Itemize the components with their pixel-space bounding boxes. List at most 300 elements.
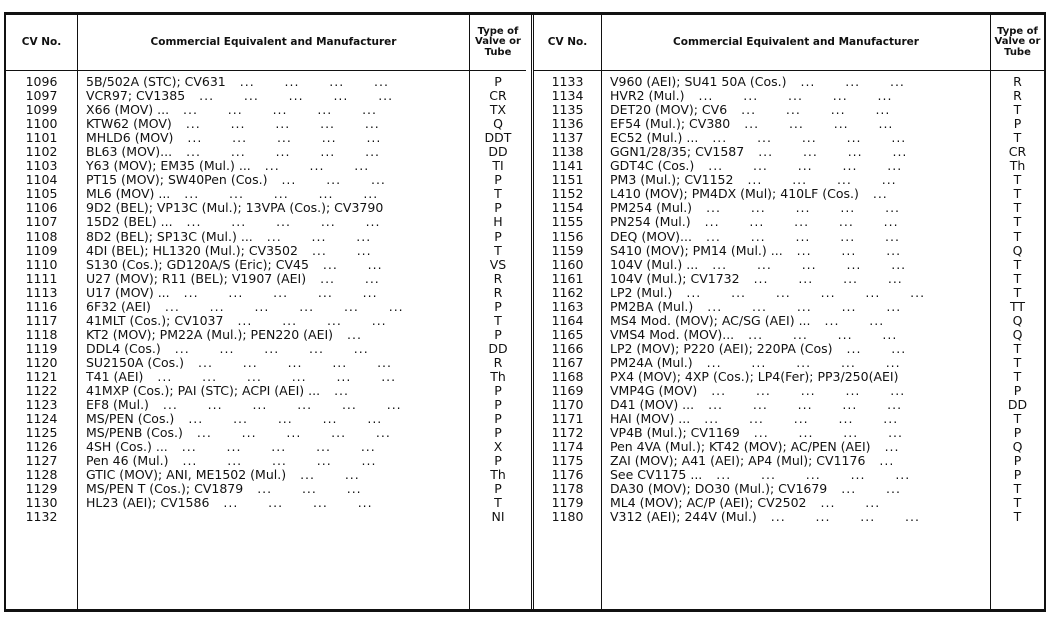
cv-number: 1169 xyxy=(551,384,584,399)
cv-number: 1100 xyxy=(25,117,58,132)
cv-number: 1165 xyxy=(551,327,584,342)
leader-dots: ... ... ... xyxy=(257,482,362,497)
cv-number: 1135 xyxy=(551,103,584,118)
leader-dots: ... ... ... ... xyxy=(741,103,891,118)
commercial-equivalent xyxy=(78,215,469,229)
leader-dots: ... ... ... ... ... xyxy=(705,229,900,244)
leader-dots: ... xyxy=(347,327,362,342)
valve-type: P xyxy=(1013,426,1022,441)
leader-dots: ... ... ... ... ... xyxy=(199,89,394,104)
commercial-equivalent xyxy=(78,398,469,412)
commercial-equivalent xyxy=(78,145,469,159)
commercial-equivalent xyxy=(78,173,469,187)
valve-type: Th xyxy=(490,369,506,384)
valve-type: T xyxy=(1013,173,1022,188)
header-commercial: Commercial Equivalent and Manufacturer xyxy=(78,15,469,71)
leader-dots: ... xyxy=(872,187,888,202)
cv-number: 1113 xyxy=(25,285,58,300)
cv-number: 1161 xyxy=(551,271,584,286)
commercial-equivalent-text: HVR2 (Mul.) xyxy=(610,89,685,104)
commercial-equivalent-text: 5B/502A (STC); CV631 xyxy=(86,75,226,89)
cv-number: 1179 xyxy=(551,496,584,511)
valve-type: VS xyxy=(489,257,507,272)
cv-number: 1156 xyxy=(551,229,584,244)
leader-dots: ... ... ... ... ... xyxy=(704,215,899,230)
commercial-equivalent-text: PM3 (Mul.); CV1152 xyxy=(610,173,734,188)
commercial-list xyxy=(602,75,990,525)
leader-dots: ... ... xyxy=(311,243,372,258)
leader-dots: ... ... ... ... ... xyxy=(185,117,380,132)
commercial-equivalent-text: PM254 (Mul.) xyxy=(610,201,693,216)
commercial-equivalent-text: U27 (MOV); R11 (BEL); V1907 (AEI) xyxy=(86,271,307,286)
commercial-equivalent xyxy=(78,342,469,356)
commercial-equivalent-text: Pen 4VA (Mul.); KT42 (MOV); AC/PEN (AEI) xyxy=(610,440,871,455)
commercial-equivalent xyxy=(602,468,990,482)
valve-type: T xyxy=(1013,482,1022,497)
commercial-equivalent xyxy=(602,244,990,258)
commercial-equivalent xyxy=(78,117,469,131)
commercial-equivalent-text: ML4 (MOV); AC/P (AEI); CV2502 xyxy=(610,496,807,511)
leader-dots: ... ... ... ... xyxy=(237,313,387,328)
valve-type: T xyxy=(1013,229,1022,244)
cv-number: 1175 xyxy=(551,454,584,469)
valve-type: T xyxy=(494,243,502,258)
valve-type: Th xyxy=(1009,159,1026,174)
valve-type: P xyxy=(494,229,502,244)
cv-number: 1151 xyxy=(551,173,584,188)
commercial-equivalent xyxy=(602,314,990,328)
type-list xyxy=(991,75,1044,525)
valve-type: T xyxy=(1013,412,1022,427)
leader-dots: ... ... ... ... ... ... xyxy=(686,285,926,300)
commercial-equivalent-text: GDT4C (Cos.) xyxy=(610,159,695,174)
valve-type: Th xyxy=(490,468,506,483)
cv-no-list xyxy=(6,75,77,525)
cv-number: 1124 xyxy=(25,412,58,427)
commercial-equivalent xyxy=(78,103,469,117)
valve-type: DD xyxy=(488,145,508,160)
cv-number: 1117 xyxy=(25,313,58,328)
commercial-equivalent xyxy=(602,145,990,159)
valve-type: P xyxy=(494,327,502,342)
leader-dots: ... xyxy=(334,384,349,399)
column-commercial xyxy=(602,15,991,609)
leader-dots: ... ... ... ... ... xyxy=(186,215,381,230)
commercial-equivalent-text: EF54 (Mul.); CV380 xyxy=(610,117,731,132)
cv-number: 1107 xyxy=(25,215,58,230)
cv-number: 1119 xyxy=(25,341,58,356)
commercial-equivalent-text: X66 (MOV) ... xyxy=(86,103,170,118)
commercial-equivalent xyxy=(78,328,469,342)
valve-type: DD xyxy=(488,341,508,356)
commercial-equivalent-text: 15D2 (BEL) ... xyxy=(86,215,173,230)
leader-dots: ... ... ... ... ... xyxy=(174,341,369,356)
valve-type: T xyxy=(494,187,502,202)
cv-number: 1160 xyxy=(551,257,584,272)
commercial-equivalent-text: L410 (MOV); PM4DX (Mul); 410LF (Cos.) xyxy=(610,187,859,202)
commercial-equivalent xyxy=(78,440,469,454)
leader-dots: ... ... ... ... ... xyxy=(712,131,907,146)
commercial-equivalent xyxy=(602,342,990,356)
commercial-equivalent-text: DDL4 (Cos.) xyxy=(86,341,161,356)
valve-type: T xyxy=(494,313,502,328)
cv-number: 1134 xyxy=(551,89,584,104)
valve-type: P xyxy=(494,75,502,89)
commercial-equivalent xyxy=(78,244,469,258)
commercial-equivalent-text: VMP4G (MOV) xyxy=(610,384,698,399)
valve-type: P xyxy=(494,482,502,497)
leader-dots: ... ... ... ... ... xyxy=(196,426,391,441)
valve-type: T xyxy=(1013,131,1022,146)
valve-type: R xyxy=(1013,89,1022,104)
cv-number: 1132 xyxy=(25,510,58,525)
commercial-equivalent xyxy=(602,258,990,272)
header-type-line3: Tube xyxy=(1004,46,1031,58)
valve-type: T xyxy=(1013,341,1022,356)
cv-number: 1130 xyxy=(25,496,58,511)
cv-number: 1097 xyxy=(25,89,58,104)
valve-type: T xyxy=(494,496,502,511)
cv-number: 1104 xyxy=(25,173,58,188)
cv-number: 1141 xyxy=(551,159,584,174)
cv-number: 1121 xyxy=(25,369,58,384)
commercial-equivalent xyxy=(78,201,469,215)
commercial-equivalent-text: PM24A (Mul.) xyxy=(610,355,693,370)
cv-number: 1180 xyxy=(551,510,584,525)
leader-dots: ... ... ... ... ... xyxy=(704,412,899,427)
commercial-equivalent-text: DET20 (MOV); CV6 xyxy=(610,103,728,118)
valve-type: P xyxy=(1013,468,1022,483)
column-type xyxy=(470,15,526,609)
commercial-equivalent xyxy=(78,356,469,370)
cv-number: 1116 xyxy=(25,299,58,314)
leader-dots: ... ... ... ... xyxy=(753,271,903,286)
leader-dots: ... ... ... ... ... xyxy=(712,257,907,272)
commercial-equivalent xyxy=(78,468,469,482)
valve-type: X xyxy=(493,440,503,455)
leader-dots: ... ... ... ... ... xyxy=(706,355,901,370)
commercial-equivalent xyxy=(602,89,990,103)
cv-number: 1105 xyxy=(25,187,58,202)
cv-number: 1110 xyxy=(25,257,58,272)
commercial-equivalent xyxy=(78,370,469,384)
cv-number: 1168 xyxy=(551,369,584,384)
commercial-equivalent xyxy=(78,159,469,173)
leader-dots: ... xyxy=(884,440,900,455)
valve-type: R xyxy=(493,355,503,370)
commercial-equivalent xyxy=(78,89,469,103)
commercial-equivalent xyxy=(78,300,469,314)
header-type-line2: Valve or xyxy=(994,36,1041,48)
cv-number: 1102 xyxy=(25,145,58,160)
commercial-equivalent-text: 104V (Mul.); CV1732 xyxy=(610,271,740,286)
valve-type: P xyxy=(494,201,502,216)
valve-type: P xyxy=(1013,454,1022,469)
commercial-equivalent xyxy=(78,412,469,426)
leader-dots: ... ... ... ... ... ... xyxy=(157,369,397,384)
commercial-equivalent-text: ZAI (MOV); A41 (AEI); AP4 (Mul); CV1176 xyxy=(610,454,866,469)
column-cv-no xyxy=(6,15,78,609)
cv-number: 1152 xyxy=(551,187,584,202)
commercial-equivalent-text: 4DI (BEL); HL1320 (Mul.); CV3502 xyxy=(86,243,298,258)
leader-dots: ... ... ... ... ... xyxy=(198,355,393,370)
valve-type: P xyxy=(494,299,502,314)
valve-type: CR xyxy=(1008,145,1027,160)
leader-dots: ... ... ... ... ... xyxy=(708,159,903,174)
cv-number: 1172 xyxy=(551,426,584,441)
table-right-half xyxy=(531,15,1047,609)
valve-type: H xyxy=(493,215,503,230)
commercial-equivalent-text: VMS4 Mod. (MOV)... xyxy=(610,327,735,342)
commercial-equivalent-text: LP2 (MOV); P220 (AEI); 220PA (Cos) xyxy=(610,341,833,356)
commercial-equivalent-text: GGN1/28/35; CV1587 xyxy=(610,145,745,160)
cv-number: 1164 xyxy=(551,313,584,328)
header-cv-no: CV No. xyxy=(534,15,601,71)
valve-type: P xyxy=(494,412,502,427)
cv-number: 1122 xyxy=(25,384,58,399)
valve-type: P xyxy=(1013,384,1022,399)
cv-number: 1133 xyxy=(551,75,584,89)
valve-type: Q xyxy=(1012,440,1023,455)
commercial-equivalent xyxy=(78,454,469,468)
leader-dots: ... ... ... ... ... xyxy=(183,285,378,300)
commercial-equivalent xyxy=(78,426,469,440)
commercial-equivalent xyxy=(78,272,469,286)
valve-type: T xyxy=(1013,187,1022,202)
column-type xyxy=(991,15,1044,609)
leader-dots: ... ... ... ... ... xyxy=(698,89,893,104)
cv-number: 1170 xyxy=(551,398,584,413)
commercial-equivalent-text: VP4B (Mul.); CV1169 xyxy=(610,426,740,441)
valve-type: T xyxy=(1013,496,1022,511)
leader-dots: ... ... xyxy=(300,468,360,483)
cv-number: 1118 xyxy=(25,327,58,342)
valve-type: TT xyxy=(1009,299,1026,314)
commercial-equivalent-text: PN254 (Mul.) xyxy=(610,215,691,230)
cv-number: 1127 xyxy=(25,454,58,469)
type-list xyxy=(470,75,526,525)
commercial-equivalent-text: MS/PENB (Cos.) xyxy=(86,426,183,441)
commercial-equivalent-text: 41MXP (Cos.); PAI (STC); ACPI (AEI) ... xyxy=(86,384,321,399)
commercial-equivalent xyxy=(602,510,990,524)
valve-type: T xyxy=(1013,103,1022,118)
commercial-equivalent-text: KT2 (MOV); PM22A (Mul.); PEN220 (AEI) xyxy=(86,327,334,342)
commercial-equivalent xyxy=(602,328,990,342)
leader-dots: ... ... ... ... xyxy=(753,426,903,441)
table-left-half xyxy=(6,15,526,609)
commercial-equivalent-text: HL23 (AEI); CV1586 xyxy=(86,496,210,511)
commercial-equivalent xyxy=(602,131,990,145)
commercial-equivalent-text: MS4 Mod. (MOV); AC/SG (AEI) ... xyxy=(610,313,811,328)
cv-number: 1096 xyxy=(25,75,58,89)
valve-type: T xyxy=(1013,510,1022,525)
leader-dots: ... ... ... ... ... xyxy=(188,412,383,427)
commercial-list xyxy=(78,75,469,525)
valve-type: P xyxy=(494,454,502,469)
commercial-equivalent xyxy=(78,510,469,524)
header-cv-no: CV No. xyxy=(6,15,77,71)
cv-number: 1166 xyxy=(551,341,584,356)
commercial-equivalent-text: EF8 (Mul.) xyxy=(86,398,149,413)
commercial-equivalent xyxy=(602,215,990,229)
valve-type: T xyxy=(1013,215,1022,230)
header-type-line2: Valve or xyxy=(475,36,521,48)
valve-type: T xyxy=(1013,271,1022,286)
leader-dots: ... ... ... ... ... xyxy=(708,398,903,413)
valve-type: DD xyxy=(1007,398,1028,413)
cv-number: 1176 xyxy=(551,468,584,483)
commercial-equivalent xyxy=(602,159,990,173)
commercial-equivalent xyxy=(78,482,469,496)
cv-number: 1106 xyxy=(25,201,58,216)
cv-number: 1111 xyxy=(25,271,58,286)
leader-dots: ... ... ... ... xyxy=(747,173,897,188)
cv-number: 1138 xyxy=(551,145,584,160)
commercial-equivalent xyxy=(602,75,990,89)
leader-dots: ... ... ... xyxy=(796,243,902,258)
leader-dots: ... ... ... ... ... xyxy=(183,103,378,118)
commercial-equivalent xyxy=(78,286,469,300)
cv-number: 1101 xyxy=(25,131,58,146)
cv-number: 1099 xyxy=(25,103,58,118)
valve-type: Q xyxy=(1012,243,1023,258)
leader-dots: ... ... xyxy=(322,257,383,272)
leader-dots: ... ... xyxy=(820,496,881,511)
cv-number: 1162 xyxy=(551,285,584,300)
valve-type: T xyxy=(1013,201,1022,216)
commercial-equivalent xyxy=(602,103,990,117)
header-type xyxy=(991,15,1044,71)
commercial-equivalent-text: GTIC (MOV); ANI, ME1502 (Mul.) xyxy=(86,468,287,483)
commercial-equivalent-text: VCR97; CV1385 xyxy=(86,89,186,104)
commercial-equivalent-text: U17 (MOV) ... xyxy=(86,285,170,300)
commercial-equivalent-text: MHLD6 (MOV) xyxy=(86,131,174,146)
valve-type: T xyxy=(1013,369,1022,384)
column-commercial xyxy=(78,15,470,609)
commercial-equivalent-text: KTW62 (MOV) xyxy=(86,117,172,132)
commercial-equivalent xyxy=(602,440,990,454)
header-type-line3: Tube xyxy=(484,46,512,58)
commercial-equivalent-text: ML6 (MOV) ... xyxy=(86,187,171,202)
commercial-equivalent-text: Y63 (MOV); EM35 (Mul.) ... xyxy=(86,159,251,174)
cv-number: 1109 xyxy=(25,243,58,258)
commercial-equivalent xyxy=(602,426,990,440)
leader-dots: ... ... ... xyxy=(264,159,370,174)
header-type xyxy=(470,15,526,71)
valve-type: T xyxy=(1013,257,1022,272)
commercial-equivalent xyxy=(78,314,469,328)
leader-dots: ... ... ... ... xyxy=(770,510,920,525)
header-type-line1: Type of xyxy=(477,25,519,37)
commercial-equivalent xyxy=(78,131,469,145)
commercial-equivalent xyxy=(602,482,990,496)
leader-dots: ... ... xyxy=(846,341,907,356)
leader-dots: ... ... ... ... ... xyxy=(186,145,381,160)
leader-dots: ... ... ... ... ... ... xyxy=(164,299,404,314)
commercial-equivalent xyxy=(602,201,990,215)
commercial-equivalent xyxy=(78,230,469,244)
valve-type: T xyxy=(1013,355,1022,370)
cv-number: 1108 xyxy=(25,229,58,244)
commercial-equivalent xyxy=(602,286,990,300)
leader-dots: ... ... ... ... xyxy=(748,327,898,342)
leader-dots: ... ... xyxy=(841,482,901,497)
valve-type: TX xyxy=(489,103,507,118)
commercial-equivalent-text: MS/PEN T (Cos.); CV1879 xyxy=(86,482,244,497)
commercial-equivalent xyxy=(602,496,990,510)
commercial-equivalent xyxy=(78,384,469,398)
leader-dots: ... ... ... ... ... xyxy=(184,187,379,202)
commercial-equivalent xyxy=(602,117,990,131)
leader-dots: ... ... ... xyxy=(281,173,386,188)
commercial-equivalent xyxy=(602,300,990,314)
leader-dots: ... xyxy=(879,454,895,469)
commercial-equivalent-text: MS/PEN (Cos.) xyxy=(86,412,175,427)
commercial-equivalent-text: 41MLT (Cos.); CV1037 xyxy=(86,313,224,328)
valve-type: P xyxy=(494,426,502,441)
commercial-equivalent xyxy=(602,398,990,412)
leader-dots: ... ... xyxy=(320,271,380,286)
commercial-equivalent-text: DEQ (MOV)... xyxy=(610,229,692,244)
leader-dots: ... ... ... xyxy=(800,75,905,89)
valve-type: P xyxy=(494,384,502,399)
leader-dots: ... ... ... ... xyxy=(744,117,894,132)
commercial-equivalent xyxy=(78,75,469,89)
leader-dots: ... ... ... ... ... xyxy=(706,201,901,216)
header-type-line1: Type of xyxy=(997,25,1038,37)
leader-dots: ... ... ... ... ... xyxy=(187,131,382,146)
commercial-equivalent-text: V312 (AEI); 244V (Mul.) xyxy=(610,510,757,525)
leader-dots: ... ... ... ... ... xyxy=(716,468,911,483)
leader-dots: ... ... ... ... xyxy=(758,145,908,160)
commercial-equivalent-text: PX4 (MOV); 4XP (Cos.); LP4(Fer); PP3/250(AEI) xyxy=(610,369,899,384)
commercial-equivalent-text: S130 (Cos.); GD120A/S (Eric); CV45 xyxy=(86,257,309,272)
leader-dots: ... ... ... ... ... xyxy=(181,440,376,455)
cv-number: 1123 xyxy=(25,398,58,413)
valve-type: Q xyxy=(493,117,503,132)
commercial-equivalent-text: T41 (AEI) xyxy=(86,369,144,384)
commercial-equivalent xyxy=(602,412,990,426)
commercial-equivalent-text: See CV1175 ... xyxy=(610,468,703,483)
cv-number: 1129 xyxy=(25,482,58,497)
commercial-equivalent xyxy=(602,454,990,468)
commercial-equivalent-text: 104V (Mul.) ... xyxy=(610,257,699,272)
cv-number: 1103 xyxy=(25,159,58,174)
cv-number: 1159 xyxy=(551,243,584,258)
cv-number: 1125 xyxy=(25,426,58,441)
cv-number: 1137 xyxy=(551,131,584,146)
commercial-equivalent-text: 8D2 (BEL); SP13C (Mul.) ... xyxy=(86,229,253,244)
commercial-equivalent-text: DA30 (MOV); DO30 (Mul.); CV1679 xyxy=(610,482,828,497)
commercial-equivalent-text: 9D2 (BEL); VP13C (Mul.); 13VPA (Cos.); CV3790 xyxy=(86,201,384,216)
valve-type: NI xyxy=(491,510,505,525)
commercial-equivalent xyxy=(602,356,990,370)
header-commercial: Commercial Equivalent and Manufacturer xyxy=(602,15,990,71)
leader-dots: ... ... ... ... xyxy=(239,75,389,89)
column-cv-no xyxy=(534,15,602,609)
commercial-equivalent xyxy=(602,370,990,384)
commercial-equivalent xyxy=(602,272,990,286)
cv-number: 1126 xyxy=(25,440,58,455)
leader-dots: ... ... ... ... ... ... xyxy=(162,398,402,413)
commercial-equivalent xyxy=(602,230,990,244)
cv-no-list xyxy=(534,75,601,525)
valve-type: P xyxy=(1013,117,1022,132)
cv-number: 1163 xyxy=(551,299,584,314)
commercial-equivalent xyxy=(78,258,469,272)
cv-number: 1120 xyxy=(25,355,58,370)
commercial-equivalent-text: Pen 46 (Mul.) xyxy=(86,454,169,469)
